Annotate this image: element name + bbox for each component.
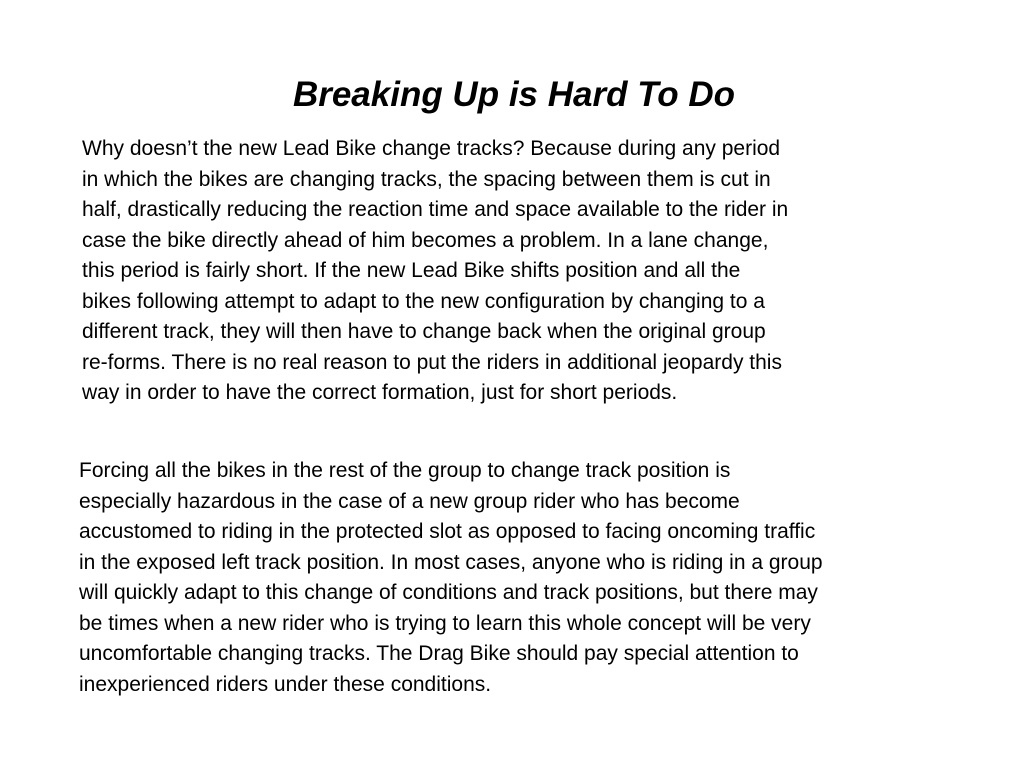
paragraph-line: uncomfortable changing tracks. The Drag Bike should pay special attention to — [79, 642, 799, 665]
paragraph-lead-bike-tracks — [82, 134, 788, 409]
paragraph-line: in which the bikes are changing tracks, the spacing between them is cut in — [82, 167, 771, 191]
paragraph-track-position-hazard — [79, 456, 823, 700]
paragraph-line: be times when a new rider who is trying to learn this whole concept will be very — [79, 611, 811, 635]
paragraph-line: inexperienced riders under these conditions. — [79, 672, 492, 696]
paragraph-line: way in order to have the correct formation, just for short periods. — [82, 381, 678, 404]
paragraph-line: accustomed to riding in the protected slot as opposed to facing oncoming traffic — [79, 520, 816, 543]
paragraph-line: especially hazardous in the case of a new group rider who has become — [79, 489, 740, 513]
paragraph-line: re-forms. There is no real reason to put the riders in additional jeopardy this — [82, 350, 782, 374]
paragraph-line: in the exposed left track position. In most cases, anyone who is riding in a group — [79, 550, 823, 574]
paragraph-line: Why doesn’t the new Lead Bike change tracks? Because during any period — [82, 137, 781, 160]
paragraph-line: half, drastically reducing the reaction time and space available to the rider in — [82, 198, 789, 221]
paragraph-line: Forcing all the bikes in the rest of the group to change track position is — [79, 459, 731, 482]
paragraph-line: bikes following attempt to adapt to the new configuration by changing to a — [82, 289, 765, 313]
paragraph-line: case the bike directly ahead of him becomes a problem. In a lane change, — [82, 228, 769, 252]
paragraph-line: different track, they will then have to change back when the original group — [82, 320, 766, 343]
paragraph-line: will quickly adapt to this change of conditions and track positions, but there may — [79, 581, 818, 604]
slide-title: Breaking Up is Hard To Do — [292, 75, 736, 114]
paragraph-line: this period is fairly short. If the new Lead Bike shifts position and all the — [82, 259, 741, 282]
